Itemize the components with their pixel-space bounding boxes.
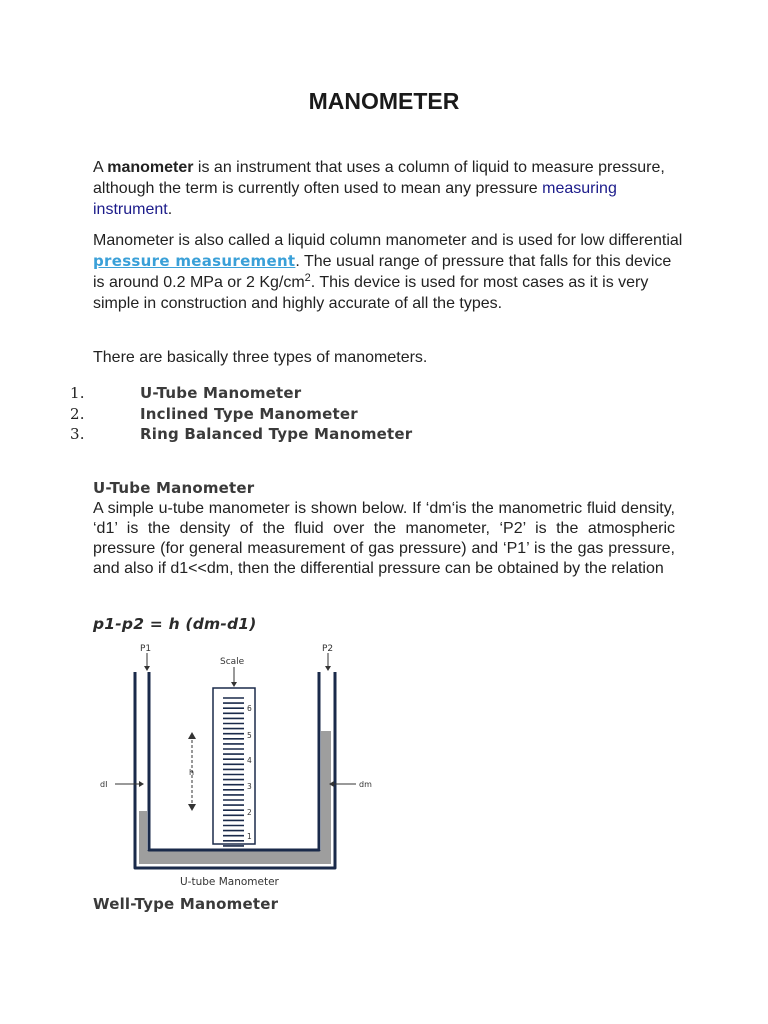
pressure-measurement-link[interactable]: pressure measurement bbox=[93, 252, 296, 270]
measuring-instrument-link[interactable]: measuring instrument bbox=[93, 180, 617, 218]
scale-number: 1 bbox=[247, 832, 252, 841]
manometer-types-list bbox=[0, 384, 768, 446]
list-item bbox=[0, 384, 768, 405]
list-number: 3. bbox=[70, 425, 85, 443]
page-title: MANOMETER bbox=[308, 88, 460, 114]
list-number: 1. bbox=[70, 384, 85, 402]
dm-label: dm bbox=[359, 780, 372, 789]
h-arrow-up-icon bbox=[188, 732, 196, 739]
intro-text: is an instrument that uses a column of liquid to measure pressure, although the term is currently often used to mean any pressure bbox=[93, 159, 665, 197]
scale-label: Scale bbox=[220, 657, 245, 667]
p2-label: P2 bbox=[322, 644, 334, 654]
h-arrow-down-icon bbox=[188, 804, 196, 811]
intro-bold-term: manometer bbox=[107, 159, 194, 176]
list-item bbox=[0, 425, 768, 446]
list-label: Inclined Type Manometer bbox=[140, 404, 358, 423]
p1-arrowhead-icon bbox=[144, 666, 150, 671]
d1-label: dI bbox=[100, 780, 108, 789]
utube-heading: U-Tube Manometer bbox=[93, 479, 255, 497]
list-label: U-Tube Manometer bbox=[140, 384, 302, 402]
p2-arrowhead-icon bbox=[325, 666, 331, 671]
range-text-2: . The usual range of pressure that falls for this device is around 0.2 MPa or 2 Kg/cm bbox=[93, 253, 672, 291]
utube-description: A simple u-tube manometer is shown below. If ‘dm‘is the manometric fluid density, ‘d1’ is the density of the fluid over the manometer, ‘P2’ is the atmospheric pressure (for general measurement of gas pressure) and ‘P1’ is the gas pressure, and also if d1<<dm, then the differential pressure can be obtained by the relation bbox=[93, 500, 675, 577]
scale-number: 5 bbox=[247, 731, 252, 740]
p1-label: P1 bbox=[140, 644, 152, 654]
list-number: 2. bbox=[70, 404, 85, 423]
scale-number: 3 bbox=[247, 782, 252, 791]
types-intro: There are basically three types of manometers. bbox=[93, 349, 428, 366]
range-text-1: Manometer is also called a liquid column manometer and is used for low differential bbox=[93, 232, 683, 249]
superscript-2: 2 bbox=[304, 272, 311, 284]
intro-paragraph bbox=[93, 157, 683, 220]
list-item bbox=[0, 405, 768, 426]
pressure-formula: p1-p2 = h (dm-d1) bbox=[93, 615, 257, 633]
utube-diagram bbox=[90, 640, 390, 890]
list-label: Ring Balanced Type Manometer bbox=[140, 425, 413, 443]
d1-arrowhead-icon bbox=[139, 781, 144, 787]
diagram-caption: U-tube Manometer bbox=[180, 876, 279, 888]
range-text-3: . This device is used for most cases as it is very simple in construction and highly accurate of all the types. bbox=[93, 274, 649, 312]
range-paragraph bbox=[93, 230, 683, 314]
scale-number: 2 bbox=[247, 808, 252, 817]
scale-arrowhead-icon bbox=[231, 682, 237, 687]
intro-prefix: A bbox=[93, 159, 108, 176]
well-type-heading: Well-Type Manometer bbox=[93, 895, 279, 913]
scale-number: 4 bbox=[247, 756, 252, 765]
scale-number: 6 bbox=[247, 704, 252, 713]
h-label: h bbox=[189, 768, 195, 777]
intro-end: . bbox=[167, 201, 173, 218]
